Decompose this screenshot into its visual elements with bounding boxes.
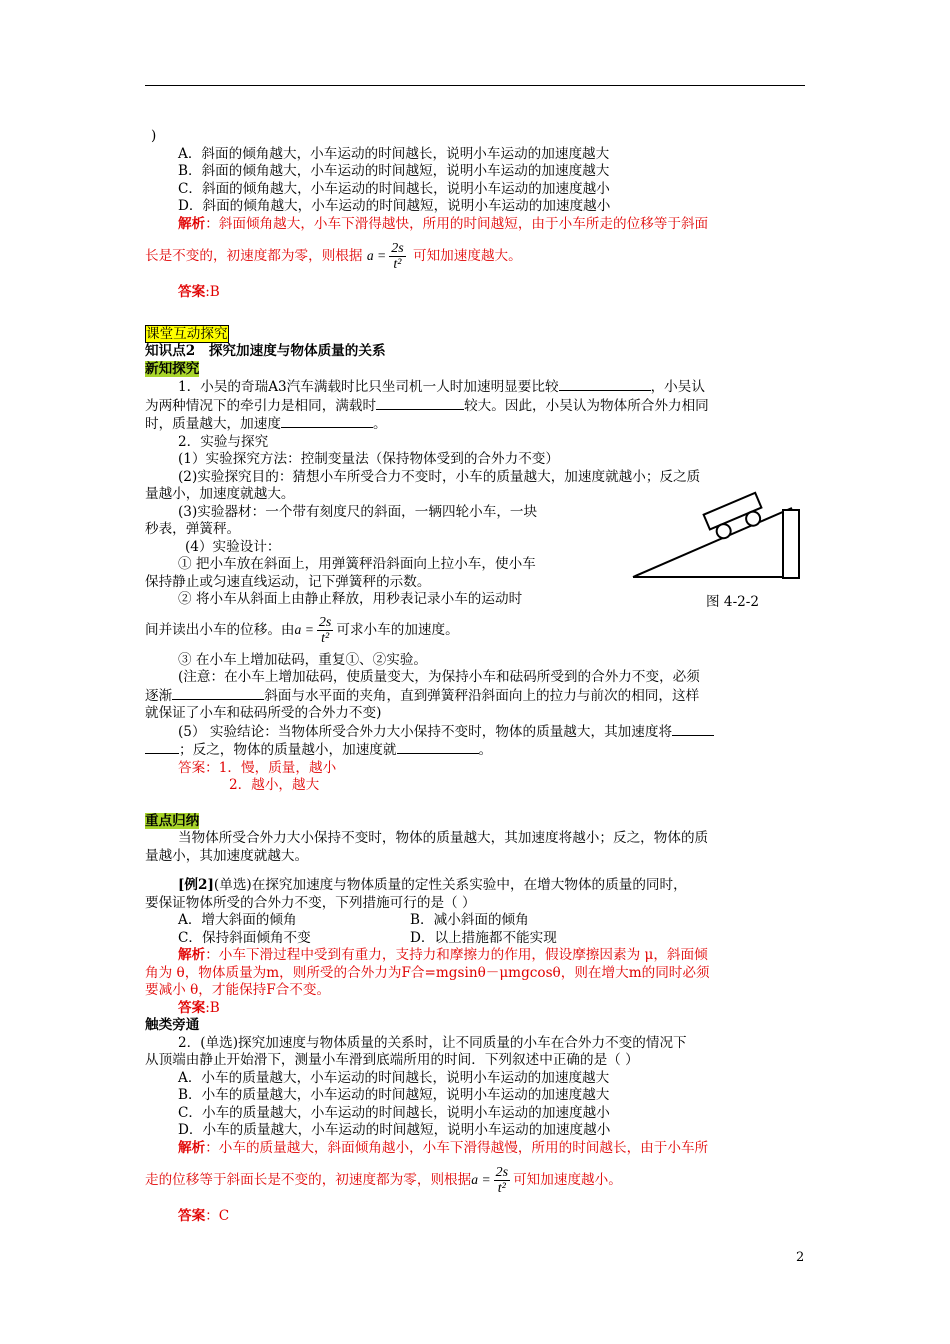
ex2-opt-row2 xyxy=(145,930,809,948)
new-tag-text: 新知探究 xyxy=(145,360,200,377)
answer-1: 答案：1．慢，质量，越小 xyxy=(178,759,337,776)
trans-analysis-2 xyxy=(145,1165,809,1196)
key-tag xyxy=(145,813,809,831)
analysis-label: 解析 xyxy=(178,215,206,232)
step-2b-text2: 可求小车的加速度。 xyxy=(336,621,459,638)
note-2 xyxy=(145,687,809,706)
trans-option-c: C．小车的质量越大，小车运动的时间越长，说明小车运动的加速度越小 xyxy=(178,1104,610,1121)
formula-num: 2s xyxy=(495,1165,509,1180)
support-block xyxy=(783,510,799,578)
method-5a-text: (5） 实验结论：当物体所受合外力大小保持不变时，物体的质量越大，其加速度将 xyxy=(178,723,673,740)
q1-tail: ) xyxy=(151,128,157,144)
figure-caption: 图 4-2-2 xyxy=(706,594,760,610)
p1-line1 xyxy=(145,378,809,397)
formula-lhs: a = xyxy=(366,248,387,263)
formula-fraction xyxy=(494,1165,510,1196)
trans-option-b: B．小车的质量越大，小车运动的时间越短，说明小车运动的加速度越大 xyxy=(178,1087,610,1103)
method-2a: (2)实验探究目的：猜想小车所受合力不变时，小车的质量越大，加速度就越小；反之质 xyxy=(178,468,701,485)
blank[interactable] xyxy=(172,687,264,700)
answer-label: 答案 xyxy=(178,284,206,300)
answer-value: :B xyxy=(205,999,220,1016)
method-5b-text: ；反之，物体的质量越小，加速度就 xyxy=(179,742,397,758)
ex2-option-d: D．以上措施都不能实现 xyxy=(410,929,557,946)
ex2-line1 xyxy=(145,877,809,895)
trans-analysis-1 xyxy=(145,1140,809,1158)
formula-fraction xyxy=(389,241,405,272)
ex2-opt-row1 xyxy=(145,912,809,930)
trans-answer xyxy=(145,1208,809,1226)
key-tag-text: 重点归纳 xyxy=(145,812,200,829)
q1-analysis-text3: 可知加速度越大。 xyxy=(412,248,522,264)
method-1: (1）实验探究方法：控制变量法（保持物体受到的合外力不变） xyxy=(178,451,559,467)
method-5c-text: 。 xyxy=(478,742,493,758)
section-tag xyxy=(145,326,809,344)
new-tag xyxy=(145,361,809,379)
q1-analysis-text2: 长是不变的，初速度都为零，则根据 xyxy=(145,248,363,264)
trans-line1: 2．(单选)探究加速度与物体质量的关系时，让不同质量的小车在合外力不变的情况下 xyxy=(178,1034,687,1051)
q1-option-a: A．斜面的倾角越大，小车运动的时间越长，说明小车运动的加速度越大 xyxy=(178,145,610,162)
step-1b: 保持静止或匀速直线运动，记下弹簧秤的示数。 xyxy=(145,573,431,590)
ex2-answer xyxy=(145,1000,809,1018)
ex2-option-c: C．保持斜面倾角不变 xyxy=(178,929,311,946)
trans-options xyxy=(145,1070,809,1140)
q1-answer xyxy=(145,284,809,302)
formula-num: 2s xyxy=(318,614,332,630)
method-5b xyxy=(145,741,809,760)
method-4: (4）实验设计： xyxy=(185,538,281,555)
ex2-text1: (单选)在探究加速度与物体质量的定性关系实验中，在增大物体的质量的同时， xyxy=(213,877,687,893)
analysis-label: 解析 xyxy=(178,1139,206,1156)
answer-label: 答案 xyxy=(178,999,206,1016)
p1-text-b: ，小吴认 xyxy=(650,379,705,395)
q1-option-d: D．斜面的倾角越大，小车运动的时间越短，说明小车运动的加速度越小 xyxy=(178,198,611,214)
formula-den: t² xyxy=(393,257,402,272)
page-number: 2 xyxy=(796,1250,805,1265)
blank[interactable] xyxy=(397,741,479,754)
step-2b xyxy=(145,615,809,646)
trans-analysis-text1: ：小车的质量越大，斜面倾角越小，小车下滑得越慢，所用的时间越长，由于小车所 xyxy=(205,1139,709,1156)
method-2b: 量越小，加速度就越大。 xyxy=(145,486,295,502)
header-rule xyxy=(145,85,805,86)
method-3a: (3)实验器材：一个带有刻度尺的斜面，一辆四轮小车，一块 xyxy=(178,503,538,520)
q1-analysis-line2 xyxy=(145,241,809,272)
ex2-analysis-1 xyxy=(145,947,809,965)
note-3: 就保证了小车和砝码所受的合外力不变) xyxy=(145,705,382,721)
blank[interactable] xyxy=(281,415,373,428)
formula-num: 2s xyxy=(391,241,404,256)
ex2-option-a: A．增大斜面的倾角 xyxy=(178,912,297,928)
blank[interactable] xyxy=(672,723,714,736)
method-3b: 秒表，弹簧秤。 xyxy=(145,521,241,537)
key-line1: 当物体所受合外力大小保持不变时，物体的质量越大，其加速度将越小；反之，物体的质 xyxy=(178,830,709,846)
q1-analysis-line1 xyxy=(145,216,809,234)
p1-text-e: 时，质量越大，加速度 xyxy=(145,416,281,432)
formula-lhs: a = xyxy=(294,621,314,637)
page-content xyxy=(145,128,809,1226)
answer-value: ：C xyxy=(205,1208,230,1224)
q1-option-c: C．斜面的倾角越大，小车运动的时间越长，说明小车运动的加速度越小 xyxy=(178,180,610,197)
answer-value: :B xyxy=(205,284,220,300)
ex2-line2: 要保证物体所受的合外力不变，下列措施可行的是（ ） xyxy=(145,894,476,911)
ex2-analysis-text1: ：小车下滑过程中受到有重力，支持力和摩擦力的作用，假设摩擦因素为 μ，斜面倾 xyxy=(205,947,708,963)
method-5a xyxy=(145,723,809,742)
ex2-label: [例2] xyxy=(178,877,214,893)
answer-label: 答案 xyxy=(178,1208,206,1224)
trans-option-d: D．小车的质量越大，小车运动的时间越短，说明小车运动的加速度越小 xyxy=(178,1122,611,1138)
ex2-analysis-2: 角为 θ，物体质量为m，则所受的合外力为F合=mgsinθ－μmgcosθ，则在增大m的同时必须 xyxy=(145,964,710,981)
p1-text-c: 为两种情况下的牵引力是相同，满载时 xyxy=(145,397,377,414)
blank[interactable] xyxy=(376,397,464,410)
trans-analysis-text2: 走的位移等于斜面长是不变的，初速度都为零，则根据 xyxy=(145,1172,472,1188)
note-2-text-b: 斜面与水平面的夹角，直到弹簧秤沿斜面向上的拉力与前次的相同，这样 xyxy=(264,687,700,704)
step-3: ③ 在小车上增加砝码，重复①、②实验。 xyxy=(178,651,428,668)
step-1a: ① 把小车放在斜面上，用弹簧秤沿斜面向上拉小车，使小车 xyxy=(178,556,536,572)
note-1: (注意：在小车上增加砝码，使质量变大，为保持小车和砝码所受到的合外力不变，必须 xyxy=(178,669,700,685)
q1-option-b: B．斜面的倾角越大，小车运动的时间越短，说明小车运动的加速度越大 xyxy=(178,163,610,179)
p2: 2．实验与探究 xyxy=(178,433,269,450)
formula-lhs: a = xyxy=(471,1172,491,1187)
section-tag-text: 课堂互动探究 xyxy=(146,325,228,342)
formula-den: t² xyxy=(321,630,330,646)
key-line2: 量越小，其加速度就越大。 xyxy=(145,847,309,864)
answer-2: 2．越小，越大 xyxy=(229,777,320,793)
trans-tag: 触类旁通 xyxy=(145,1017,200,1033)
p1-text-f: 。 xyxy=(372,416,387,432)
knowledge-point-title: 知识点2 探究加速度与物体质量的关系 xyxy=(145,343,386,359)
incline-figure xyxy=(628,488,814,584)
p1-line2 xyxy=(145,397,809,416)
formula-fraction xyxy=(317,615,333,646)
note-2-text-a: 逐渐 xyxy=(145,687,173,704)
formula-den: t² xyxy=(497,1181,506,1196)
q1-options xyxy=(145,146,809,216)
cart xyxy=(704,493,767,542)
trans-option-a: A．小车的质量越大，小车运动的时间越长，说明小车运动的加速度越大 xyxy=(178,1069,610,1086)
q1-analysis-text: ：斜面倾角越大，小车下滑得越快，所用的时间越短，由于小车所走的位移等于斜面 xyxy=(205,215,709,232)
trans-analysis-text3: 可知加速度越小。 xyxy=(513,1172,622,1188)
blank[interactable] xyxy=(559,378,651,391)
p1-text-d: 较大。因此，小吴认为物体所合外力相同 xyxy=(464,397,709,414)
p1-line3 xyxy=(145,415,809,434)
trans-line2: 从顶端由静止开始滑下，测量小车滑到底端所用的时间．下列叙述中正确的是（ ） xyxy=(145,1052,639,1068)
p1-text-a: 1．小吴的奇瑞A3汽车满载时比只坐司机一人时加速明显要比较 xyxy=(178,379,559,395)
ex2-analysis-3: 要减小 θ，才能保持F合不变。 xyxy=(145,982,331,998)
step-2b-text: 间并读出小车的位移。由 xyxy=(145,621,295,638)
analysis-label: 解析 xyxy=(178,947,206,963)
step-2a: ② 将小车从斜面上由静止释放，用秒表记录小车的运动时 xyxy=(178,591,523,607)
ex2-option-b: B．减小斜面的倾角 xyxy=(410,912,529,928)
blank[interactable] xyxy=(145,741,179,754)
